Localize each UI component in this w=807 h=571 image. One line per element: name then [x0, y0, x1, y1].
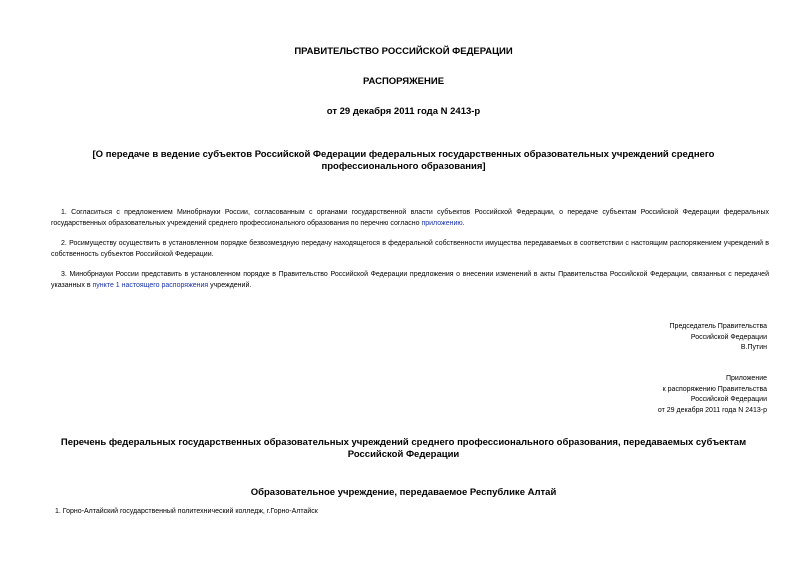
paragraph-2 [51, 238, 769, 260]
list-item: 1. Горно-Алтайский государственный политехнический колледж, г.Горно-Алтайск [55, 508, 318, 515]
appendix-block [507, 374, 767, 416]
appendix-link[interactable]: приложению [421, 220, 463, 227]
government-heading: ПРАВИТЕЛЬСТВО РОССИЙСКОЙ ФЕДЕРАЦИИ [294, 46, 513, 57]
paragraph-1-text: 1. Согласиться с предложением Минобрнауки России, согласованным с органами государственной власти субъектов Российской Федерации, о передаче субъектам Российской Федерации федеральных государственных образовательных учреждений среднего профессионального образования по перечню согласно [51, 209, 769, 227]
document-title: [О передаче в ведение субъектов Российской Федерации федеральных государственных образовательных учреждений среднего профессионального образования] [92, 149, 715, 172]
appendix-line-4: от 29 декабря 2011 года N 2413-р [657, 406, 767, 414]
signature-line-2: Российской Федерации [690, 333, 767, 341]
signature-line-1: Председатель Правительства [669, 323, 767, 330]
appendix-line-3: Российской Федерации [690, 396, 767, 403]
paragraph-3-end: учреждений. [208, 282, 252, 289]
signature-line-3: В.Путин [740, 344, 767, 351]
section-heading: Образовательное учреждение, передаваемое Республике Алтай [250, 487, 557, 498]
paragraph-1-end: . [462, 220, 465, 227]
signature-block [507, 322, 767, 354]
paragraph-1-link[interactable]: пункте 1 настоящего распоряжения [92, 282, 209, 289]
paragraph-1 [51, 207, 769, 229]
paragraph-3-text: 3. Минобрнауки России представить в установленном порядке в Правительство Российской Федерации предложения о внесении изменений в акты Правительства Российской Федерации, связанных с передачей указанных в [51, 271, 769, 289]
document-type-heading: РАСПОРЯЖЕНИЕ [362, 76, 445, 87]
paragraph-3 [51, 269, 769, 291]
appendix-line-1: Приложение [725, 375, 767, 382]
appendix-line-2: к распоряжению Правительства [662, 385, 767, 393]
document-date-number: от 29 декабря 2011 года N 2413-р [326, 106, 481, 117]
paragraph-2-text: 2. Росимуществу осуществить в установленном порядке безвозмездную передачу находящегося в федеральной собственности имущества передаваемых в соответствии с настоящим распоряжением учреждений в собственность субъектов Российской Федерации. [51, 240, 769, 258]
list-heading: Перечень федеральных государственных образовательных учреждений среднего профессионального образования, передаваемых субъектам Российской Федерации [60, 437, 747, 460]
